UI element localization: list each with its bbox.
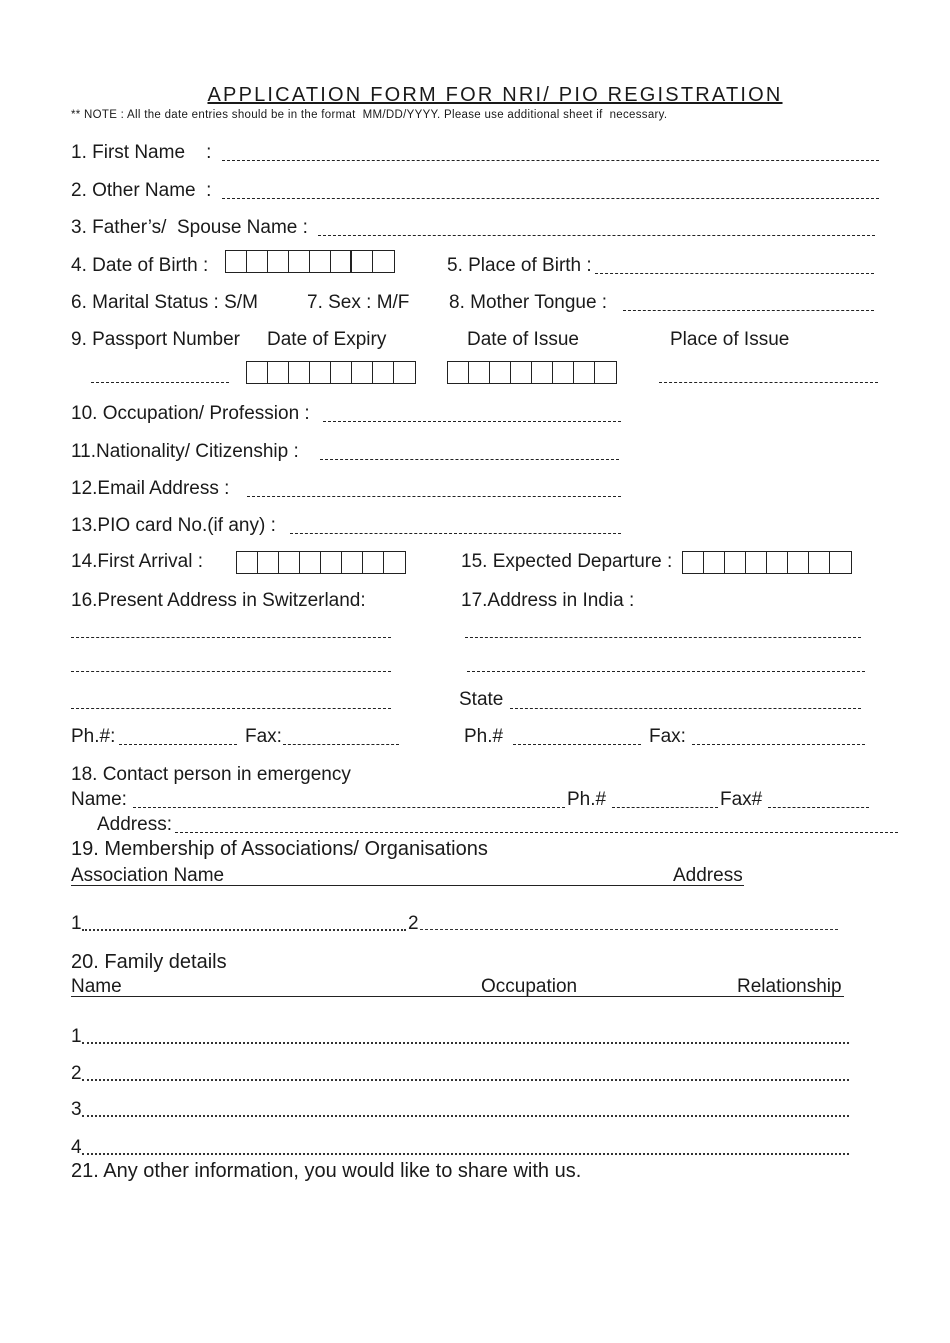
nationality-field[interactable] xyxy=(320,459,619,460)
other-name-field[interactable] xyxy=(222,198,879,199)
email-label: 12.Email Address : xyxy=(71,478,230,499)
fax-right-field[interactable] xyxy=(692,744,865,745)
address-india-label: 17.Address in India : xyxy=(461,590,635,611)
mother-tongue-label: 8. Mother Tongue : xyxy=(449,292,608,313)
date-of-issue-boxes[interactable] xyxy=(447,361,617,384)
place-of-issue-field[interactable] xyxy=(659,382,878,383)
emergency-phone-field[interactable] xyxy=(612,807,718,808)
association-address-column: Address xyxy=(673,865,743,886)
father-spouse-name-label: 3. Father’s/ Spouse Name : xyxy=(71,217,308,238)
fax-left-label: Fax: xyxy=(245,726,282,747)
expected-departure-boxes[interactable] xyxy=(682,551,852,574)
marital-status-label: 6. Marital Status : S/M xyxy=(71,292,258,313)
family-row-4-number: 4 xyxy=(71,1137,82,1158)
phone-left-field[interactable] xyxy=(119,744,237,745)
other-name-label: 2. Other Name : xyxy=(71,180,212,201)
associations-header-underline xyxy=(71,885,744,886)
family-heading: 20. Family details xyxy=(71,951,227,973)
passport-number-label: 9. Passport Number xyxy=(71,329,240,350)
pio-card-label: 13.PIO card No.(if any) : xyxy=(71,515,276,536)
nationality-label: 11.Nationality/ Citizenship : xyxy=(71,441,299,462)
phone-right-field[interactable] xyxy=(513,744,641,745)
state-field[interactable] xyxy=(510,708,861,709)
first-name-label: 1. First Name : xyxy=(71,142,212,163)
place-of-birth-label: 5. Place of Birth : xyxy=(447,255,592,276)
family-row-3-number: 3 xyxy=(71,1099,82,1120)
emergency-contact-heading: 18. Contact person in emergency xyxy=(71,764,351,785)
date-of-expiry-boxes[interactable] xyxy=(246,361,416,384)
phone-right-label: Ph.# xyxy=(464,726,504,747)
emergency-phone-label: Ph.# xyxy=(567,789,607,810)
state-label: State xyxy=(459,689,504,710)
emergency-name-field[interactable] xyxy=(133,807,565,808)
pio-card-field[interactable] xyxy=(290,533,621,534)
father-spouse-name-field[interactable] xyxy=(318,235,875,236)
association-name-column: Association Name xyxy=(71,865,225,886)
emergency-fax-label: Fax# xyxy=(720,789,763,810)
family-row-2-field[interactable] xyxy=(82,1079,849,1081)
present-address-line-3[interactable] xyxy=(71,708,391,709)
family-name-column: Name xyxy=(71,976,122,997)
emergency-name-label: Name: xyxy=(71,789,127,810)
mother-tongue-field[interactable] xyxy=(623,310,874,311)
emergency-fax-field[interactable] xyxy=(768,807,869,808)
india-address-line-2[interactable] xyxy=(467,671,865,672)
date-of-issue-label: Date of Issue xyxy=(467,329,579,350)
family-occupation-column: Occupation xyxy=(481,976,578,997)
passport-number-field[interactable] xyxy=(91,382,229,383)
association-entry-1-number: 1 xyxy=(71,913,82,934)
associations-heading: 19. Membership of Associations/ Organisations xyxy=(71,838,488,860)
family-row-3-field[interactable] xyxy=(82,1115,849,1117)
form-title: APPLICATION FORM FOR NRI/ PIO REGISTRATION xyxy=(207,84,783,106)
fax-right-label: Fax: xyxy=(649,726,686,747)
family-row-1-number: 1 xyxy=(71,1026,82,1047)
place-of-issue-label: Place of Issue xyxy=(670,329,790,350)
expected-departure-label: 15. Expected Departure : xyxy=(461,551,673,572)
family-row-1-field[interactable] xyxy=(82,1042,849,1044)
first-arrival-label: 14.First Arrival : xyxy=(71,551,203,572)
date-of-birth-label: 4. Date of Birth : xyxy=(71,255,209,276)
emergency-address-label: Address: xyxy=(97,814,172,835)
sex-label: 7. Sex : M/F xyxy=(307,292,410,313)
family-row-4-field[interactable] xyxy=(82,1153,849,1155)
family-header-underline xyxy=(71,996,844,997)
phone-left-label: Ph.#: xyxy=(71,726,116,747)
first-arrival-boxes[interactable] xyxy=(236,551,406,574)
association-entry-2-number: 2 xyxy=(408,913,419,934)
email-field[interactable] xyxy=(247,496,621,497)
first-name-field[interactable] xyxy=(222,160,879,161)
date-of-birth-boxes[interactable] xyxy=(225,250,395,273)
family-relationship-column: Relationship xyxy=(737,976,842,997)
format-note: ** NOTE : All the date entries should be in the format MM/DD/YYYY. Please use additional sheet if necessary. xyxy=(71,109,668,121)
association-entry-2-field[interactable] xyxy=(420,929,838,930)
india-address-line-1[interactable] xyxy=(465,637,861,638)
occupation-label: 10. Occupation/ Profession : xyxy=(71,403,310,424)
association-entry-1-field[interactable] xyxy=(82,929,406,931)
date-of-expiry-label: Date of Expiry xyxy=(267,329,387,350)
emergency-address-field[interactable] xyxy=(175,832,898,833)
present-address-line-1[interactable] xyxy=(71,637,391,638)
family-row-2-number: 2 xyxy=(71,1063,82,1084)
present-address-label: 16.Present Address in Switzerland: xyxy=(71,590,366,611)
fax-left-field[interactable] xyxy=(283,744,399,745)
other-information-prompt: 21. Any other information, you would like to share with us. xyxy=(71,1160,582,1182)
occupation-field[interactable] xyxy=(323,421,621,422)
place-of-birth-field[interactable] xyxy=(595,273,874,274)
present-address-line-2[interactable] xyxy=(71,671,391,672)
